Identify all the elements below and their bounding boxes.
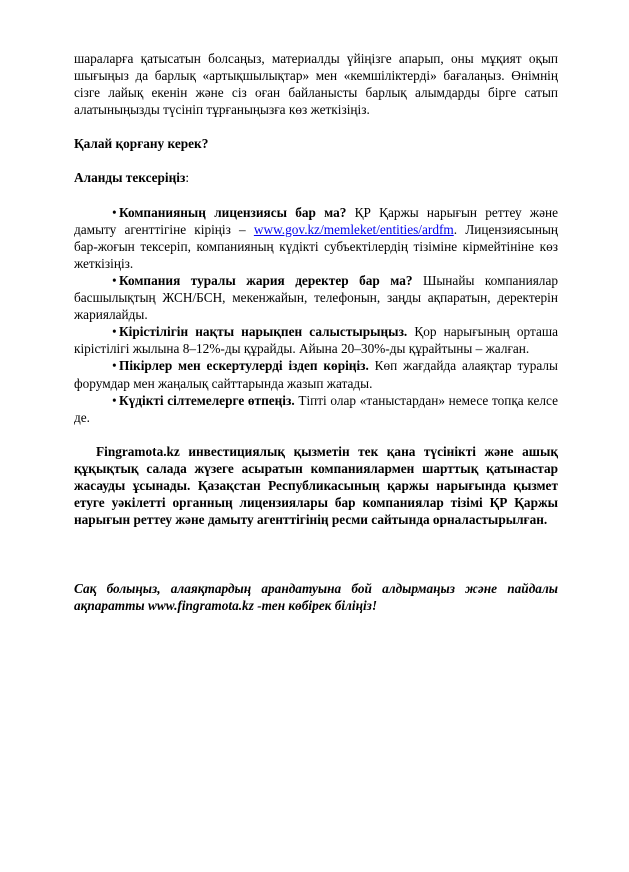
check-item-text: Шынайы компаниялар басшылықтың ЖСН/БСН, мекенжайын, телефонын, заңды ақпаратын, деректерін жариялайды. xyxy=(74,272,558,323)
check-item-title: Пікірлер мен ескертулерді іздеп көріңіз. xyxy=(119,358,369,374)
bullet-icon: • xyxy=(112,272,117,288)
check-item-text: Көп жағдайда алаяқтар туралы форумдар мен жаңалық сайттарында жазып жатады. xyxy=(74,358,558,391)
check-item-title: Компанияның лицензиясы бар ма? xyxy=(119,204,347,220)
fingramota-note: Fingramota.kz инвестициялық қызметін тек қана түсінікті және ашық құқықтық салада жүзеге асыратын компаниялармен шарттық қатынастар жасауды ұсынады. Қазақстан Республикасының қаржы нарығында қызмет етуге уәкілетті органның лицензиялары бар компаниялар тізімі ҚР Қаржы нарығын реттеу және дамыту агенттігінің ресми сайтында орналастырылған. xyxy=(74,443,558,528)
check-item-license xyxy=(74,204,558,272)
check-item-title: Күдікті сілтемелерге өтпеңіз. xyxy=(119,392,295,408)
check-item-yield xyxy=(74,323,558,357)
check-item-public-data xyxy=(74,272,558,323)
check-item-reviews xyxy=(74,357,558,391)
closing-warning: Сақ болыңыз, алаяқтардың арандатуына бой алдырмаңыз және пайдалы ақпаратты www.fingramota.kz -тен көбірек біліңіз! xyxy=(74,581,558,614)
document-page xyxy=(74,50,558,614)
check-item-text: . Лицензиясының бар-жоғын тексеріп, компанияның күдікті субъектілердің тізіміне кірмейтініне көз жеткізіңіз. xyxy=(74,221,558,271)
checklist-heading-bold: Аланды тексеріңіз xyxy=(74,170,186,186)
bullet-icon: • xyxy=(112,392,117,408)
checklist-heading xyxy=(74,169,558,186)
intro-paragraph: шараларға қатысатын болсаңыз, материалды үйіңізге апарып, оны мұқият оқып шығыңыз да барлық «артықшылықтар» мен «кемшіліктерді» бағалаңыз. Өнімнің сізге лайық екенін және сіз оған байланысты барлық алымдарды бірге сатып алатыныңызды түсініп тұрғаныңызға көз жеткізіңіз. xyxy=(74,51,558,118)
check-item-text: ҚР Қаржы нарығын реттеу және дамыту агенттігіне кіріңіз – xyxy=(74,204,558,237)
regulator-link[interactable]: www.gov.kz/memleket/entities/ardfm xyxy=(253,221,454,237)
check-list xyxy=(74,204,558,426)
checklist-heading-suffix: : xyxy=(185,170,190,186)
bullet-icon: • xyxy=(112,204,117,220)
check-item-text: Қор нарығының орташа кірістілігі жылына 8–12%-ды құрайды. Айына 20–30%-ды құрайтыны – жалған. xyxy=(74,324,558,357)
check-item-title: Компания туралы жария деректер бар ма? xyxy=(119,272,413,288)
section-heading: Қалай қорғану керек? xyxy=(74,136,209,152)
bullet-icon: • xyxy=(112,324,117,340)
check-item-title: Кірістілігін нақты нарықпен салыстырыңыз. xyxy=(119,324,408,340)
check-item-text: Тіпті олар «таныстардан» немесе топқа келсе де. xyxy=(74,392,558,425)
bullet-icon: • xyxy=(112,358,117,374)
check-item-links xyxy=(74,392,558,426)
